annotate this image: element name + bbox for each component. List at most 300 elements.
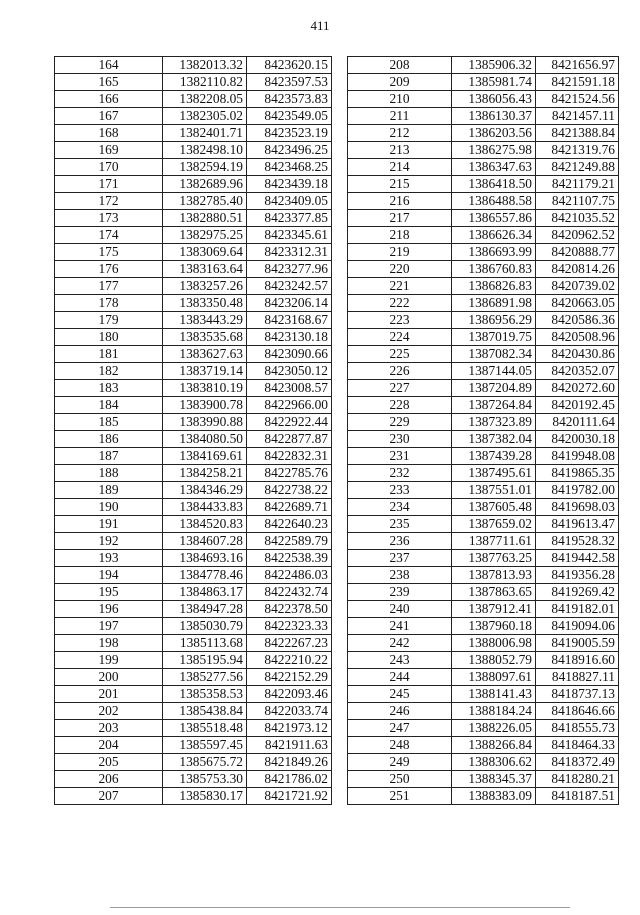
table-row [55, 635, 332, 652]
table-row [55, 346, 332, 363]
y-coordinate-cell: 8423439.18 [247, 176, 332, 193]
table-row [55, 788, 332, 805]
table-row [55, 754, 332, 771]
table-row [55, 57, 332, 74]
table-row [55, 244, 332, 261]
table-row [348, 159, 619, 176]
point-number-cell: 185 [55, 414, 163, 431]
table-row [55, 142, 332, 159]
x-coordinate-cell: 1388006.98 [452, 635, 536, 652]
y-coordinate-cell: 8418916.60 [536, 652, 619, 669]
x-coordinate-cell: 1382975.25 [163, 227, 247, 244]
point-number-cell: 228 [348, 397, 452, 414]
x-coordinate-cell: 1388306.62 [452, 754, 536, 771]
table-row [55, 125, 332, 142]
y-coordinate-cell: 8422785.76 [247, 465, 332, 482]
point-number-cell: 232 [348, 465, 452, 482]
table-row [348, 601, 619, 618]
table-row [55, 363, 332, 380]
point-number-cell: 226 [348, 363, 452, 380]
point-number-cell: 180 [55, 329, 163, 346]
table-row [348, 618, 619, 635]
x-coordinate-cell: 1385830.17 [163, 788, 247, 805]
table-row [348, 346, 619, 363]
x-coordinate-cell: 1386693.99 [452, 244, 536, 261]
y-coordinate-cell: 8422877.87 [247, 431, 332, 448]
x-coordinate-cell: 1386130.37 [452, 108, 536, 125]
x-coordinate-cell: 1387495.61 [452, 465, 536, 482]
y-coordinate-cell: 8419865.35 [536, 465, 619, 482]
y-coordinate-cell: 8419613.47 [536, 516, 619, 533]
point-number-cell: 167 [55, 108, 163, 125]
y-coordinate-cell: 8423345.61 [247, 227, 332, 244]
x-coordinate-cell: 1384947.28 [163, 601, 247, 618]
y-coordinate-cell: 8423496.25 [247, 142, 332, 159]
table-row [348, 771, 619, 788]
y-coordinate-cell: 8422832.31 [247, 448, 332, 465]
table-row [55, 686, 332, 703]
table-row [348, 176, 619, 193]
point-number-cell: 192 [55, 533, 163, 550]
x-coordinate-cell: 1387144.05 [452, 363, 536, 380]
y-coordinate-cell: 8422378.50 [247, 601, 332, 618]
x-coordinate-cell: 1383719.14 [163, 363, 247, 380]
x-coordinate-cell: 1384693.16 [163, 550, 247, 567]
y-coordinate-cell: 8421721.92 [247, 788, 332, 805]
y-coordinate-cell: 8418280.21 [536, 771, 619, 788]
x-coordinate-cell: 1387204.89 [452, 380, 536, 397]
x-coordinate-cell: 1386275.98 [452, 142, 536, 159]
y-coordinate-cell: 8421656.97 [536, 57, 619, 74]
table-row [55, 567, 332, 584]
table-row [55, 482, 332, 499]
table-row [348, 397, 619, 414]
table-row [55, 193, 332, 210]
table-row [348, 516, 619, 533]
x-coordinate-cell: 1382498.10 [163, 142, 247, 159]
point-number-cell: 227 [348, 380, 452, 397]
y-coordinate-cell: 8418827.11 [536, 669, 619, 686]
y-coordinate-cell: 8420888.77 [536, 244, 619, 261]
table-row [55, 74, 332, 91]
y-coordinate-cell: 8419182.01 [536, 601, 619, 618]
point-number-cell: 201 [55, 686, 163, 703]
table-row [55, 448, 332, 465]
y-coordinate-cell: 8421179.21 [536, 176, 619, 193]
y-coordinate-cell: 8420430.86 [536, 346, 619, 363]
point-number-cell: 182 [55, 363, 163, 380]
point-number-cell: 173 [55, 210, 163, 227]
table-row [55, 618, 332, 635]
table-row [348, 635, 619, 652]
point-number-cell: 196 [55, 601, 163, 618]
y-coordinate-cell: 8418555.73 [536, 720, 619, 737]
y-coordinate-cell: 8420192.45 [536, 397, 619, 414]
point-number-cell: 214 [348, 159, 452, 176]
x-coordinate-cell: 1387439.28 [452, 448, 536, 465]
y-coordinate-cell: 8423277.96 [247, 261, 332, 278]
table-row [348, 91, 619, 108]
x-coordinate-cell: 1385277.56 [163, 669, 247, 686]
x-coordinate-cell: 1387960.18 [452, 618, 536, 635]
y-coordinate-cell: 8419782.00 [536, 482, 619, 499]
table-row [348, 584, 619, 601]
x-coordinate-cell: 1385675.72 [163, 754, 247, 771]
table-row [348, 686, 619, 703]
point-number-cell: 231 [348, 448, 452, 465]
x-coordinate-cell: 1384433.83 [163, 499, 247, 516]
y-coordinate-cell: 8423050.12 [247, 363, 332, 380]
x-coordinate-cell: 1388052.79 [452, 652, 536, 669]
x-coordinate-cell: 1386626.34 [452, 227, 536, 244]
point-number-cell: 248 [348, 737, 452, 754]
y-coordinate-cell: 8421524.56 [536, 91, 619, 108]
x-coordinate-cell: 1383443.29 [163, 312, 247, 329]
table-row [55, 550, 332, 567]
point-number-cell: 238 [348, 567, 452, 584]
table-row [55, 261, 332, 278]
point-number-cell: 208 [348, 57, 452, 74]
x-coordinate-cell: 1383257.26 [163, 278, 247, 295]
point-number-cell: 202 [55, 703, 163, 720]
table-row [348, 533, 619, 550]
point-number-cell: 230 [348, 431, 452, 448]
x-coordinate-cell: 1387382.04 [452, 431, 536, 448]
table-row [348, 720, 619, 737]
point-number-cell: 195 [55, 584, 163, 601]
x-coordinate-cell: 1385753.30 [163, 771, 247, 788]
x-coordinate-cell: 1387264.84 [452, 397, 536, 414]
y-coordinate-cell: 8420663.05 [536, 295, 619, 312]
point-number-cell: 229 [348, 414, 452, 431]
x-coordinate-cell: 1386347.63 [452, 159, 536, 176]
point-number-cell: 174 [55, 227, 163, 244]
x-coordinate-cell: 1385358.53 [163, 686, 247, 703]
y-coordinate-cell: 8422432.74 [247, 584, 332, 601]
point-number-cell: 225 [348, 346, 452, 363]
y-coordinate-cell: 8420508.96 [536, 329, 619, 346]
y-coordinate-cell: 8420739.02 [536, 278, 619, 295]
point-number-cell: 216 [348, 193, 452, 210]
y-coordinate-cell: 8419356.28 [536, 567, 619, 584]
table-row [348, 465, 619, 482]
table-row [348, 312, 619, 329]
point-number-cell: 172 [55, 193, 163, 210]
x-coordinate-cell: 1387019.75 [452, 329, 536, 346]
x-coordinate-cell: 1388345.37 [452, 771, 536, 788]
table-row [55, 601, 332, 618]
table-row [348, 295, 619, 312]
x-coordinate-cell: 1387813.93 [452, 567, 536, 584]
x-coordinate-cell: 1385906.32 [452, 57, 536, 74]
point-number-cell: 204 [55, 737, 163, 754]
table-row [55, 737, 332, 754]
x-coordinate-cell: 1387659.02 [452, 516, 536, 533]
y-coordinate-cell: 8423620.15 [247, 57, 332, 74]
x-coordinate-cell: 1386557.86 [452, 210, 536, 227]
point-number-cell: 247 [348, 720, 452, 737]
x-coordinate-cell: 1382880.51 [163, 210, 247, 227]
x-coordinate-cell: 1383350.48 [163, 295, 247, 312]
point-number-cell: 251 [348, 788, 452, 805]
x-coordinate-cell: 1386891.98 [452, 295, 536, 312]
x-coordinate-cell: 1386956.29 [452, 312, 536, 329]
table-row [348, 703, 619, 720]
coordinates-table-right [347, 56, 619, 805]
x-coordinate-cell: 1385981.74 [452, 74, 536, 91]
y-coordinate-cell: 8421786.02 [247, 771, 332, 788]
point-number-cell: 199 [55, 652, 163, 669]
y-coordinate-cell: 8419269.42 [536, 584, 619, 601]
point-number-cell: 234 [348, 499, 452, 516]
point-number-cell: 222 [348, 295, 452, 312]
y-coordinate-cell: 8419528.32 [536, 533, 619, 550]
y-coordinate-cell: 8420111.64 [536, 414, 619, 431]
point-number-cell: 200 [55, 669, 163, 686]
point-number-cell: 193 [55, 550, 163, 567]
table-row [55, 210, 332, 227]
point-number-cell: 177 [55, 278, 163, 295]
table-row [348, 652, 619, 669]
table-row [55, 431, 332, 448]
table-row [55, 159, 332, 176]
point-number-cell: 242 [348, 635, 452, 652]
point-number-cell: 188 [55, 465, 163, 482]
table-row [348, 210, 619, 227]
x-coordinate-cell: 1384346.29 [163, 482, 247, 499]
table-row [55, 278, 332, 295]
table-row [348, 567, 619, 584]
y-coordinate-cell: 8422922.44 [247, 414, 332, 431]
point-number-cell: 166 [55, 91, 163, 108]
point-number-cell: 218 [348, 227, 452, 244]
y-coordinate-cell: 8422093.46 [247, 686, 332, 703]
point-number-cell: 233 [348, 482, 452, 499]
x-coordinate-cell: 1385518.48 [163, 720, 247, 737]
table-row [348, 482, 619, 499]
y-coordinate-cell: 8420352.07 [536, 363, 619, 380]
x-coordinate-cell: 1382689.96 [163, 176, 247, 193]
y-coordinate-cell: 8418464.33 [536, 737, 619, 754]
table-row [55, 533, 332, 550]
bottom-rule [110, 907, 570, 908]
table-row [348, 244, 619, 261]
y-coordinate-cell: 8418737.13 [536, 686, 619, 703]
point-number-cell: 171 [55, 176, 163, 193]
point-number-cell: 241 [348, 618, 452, 635]
y-coordinate-cell: 8420030.18 [536, 431, 619, 448]
point-number-cell: 249 [348, 754, 452, 771]
y-coordinate-cell: 8423409.05 [247, 193, 332, 210]
x-coordinate-cell: 1382401.71 [163, 125, 247, 142]
x-coordinate-cell: 1384080.50 [163, 431, 247, 448]
y-coordinate-cell: 8421973.12 [247, 720, 332, 737]
table-row [55, 771, 332, 788]
point-number-cell: 212 [348, 125, 452, 142]
point-number-cell: 164 [55, 57, 163, 74]
y-coordinate-cell: 8421319.76 [536, 142, 619, 159]
y-coordinate-cell: 8423377.85 [247, 210, 332, 227]
table-row [55, 516, 332, 533]
point-number-cell: 219 [348, 244, 452, 261]
y-coordinate-cell: 8421849.26 [247, 754, 332, 771]
point-number-cell: 170 [55, 159, 163, 176]
x-coordinate-cell: 1383810.19 [163, 380, 247, 397]
table-row [348, 380, 619, 397]
point-number-cell: 176 [55, 261, 163, 278]
y-coordinate-cell: 8423468.25 [247, 159, 332, 176]
table-row [348, 193, 619, 210]
y-coordinate-cell: 8422033.74 [247, 703, 332, 720]
point-number-cell: 235 [348, 516, 452, 533]
point-number-cell: 250 [348, 771, 452, 788]
point-number-cell: 189 [55, 482, 163, 499]
x-coordinate-cell: 1388266.84 [452, 737, 536, 754]
x-coordinate-cell: 1386203.56 [452, 125, 536, 142]
y-coordinate-cell: 8423206.14 [247, 295, 332, 312]
y-coordinate-cell: 8422738.22 [247, 482, 332, 499]
y-coordinate-cell: 8422323.33 [247, 618, 332, 635]
x-coordinate-cell: 1387605.48 [452, 499, 536, 516]
y-coordinate-cell: 8423090.66 [247, 346, 332, 363]
table-row [55, 720, 332, 737]
point-number-cell: 246 [348, 703, 452, 720]
point-number-cell: 211 [348, 108, 452, 125]
point-number-cell: 206 [55, 771, 163, 788]
point-number-cell: 237 [348, 550, 452, 567]
x-coordinate-cell: 1388226.05 [452, 720, 536, 737]
table-row [348, 74, 619, 91]
y-coordinate-cell: 8423130.18 [247, 329, 332, 346]
point-number-cell: 243 [348, 652, 452, 669]
coordinates-table-left [54, 56, 332, 805]
y-coordinate-cell: 8422966.00 [247, 397, 332, 414]
table-row [55, 108, 332, 125]
table-row [348, 125, 619, 142]
point-number-cell: 240 [348, 601, 452, 618]
x-coordinate-cell: 1387323.89 [452, 414, 536, 431]
x-coordinate-cell: 1384169.61 [163, 448, 247, 465]
y-coordinate-cell: 8419948.08 [536, 448, 619, 465]
x-coordinate-cell: 1384520.83 [163, 516, 247, 533]
y-coordinate-cell: 8423242.57 [247, 278, 332, 295]
x-coordinate-cell: 1388184.24 [452, 703, 536, 720]
point-number-cell: 183 [55, 380, 163, 397]
y-coordinate-cell: 8421911.63 [247, 737, 332, 754]
table-row [55, 91, 332, 108]
x-coordinate-cell: 1383900.78 [163, 397, 247, 414]
x-coordinate-cell: 1386760.83 [452, 261, 536, 278]
x-coordinate-cell: 1387912.41 [452, 601, 536, 618]
point-number-cell: 187 [55, 448, 163, 465]
table-row [55, 329, 332, 346]
table-row [55, 414, 332, 431]
x-coordinate-cell: 1383163.64 [163, 261, 247, 278]
point-number-cell: 205 [55, 754, 163, 771]
point-number-cell: 224 [348, 329, 452, 346]
point-number-cell: 203 [55, 720, 163, 737]
x-coordinate-cell: 1386418.50 [452, 176, 536, 193]
point-number-cell: 215 [348, 176, 452, 193]
y-coordinate-cell: 8418646.66 [536, 703, 619, 720]
point-number-cell: 165 [55, 74, 163, 91]
point-number-cell: 209 [348, 74, 452, 91]
point-number-cell: 210 [348, 91, 452, 108]
point-number-cell: 191 [55, 516, 163, 533]
x-coordinate-cell: 1385597.45 [163, 737, 247, 754]
point-number-cell: 168 [55, 125, 163, 142]
table-row [348, 227, 619, 244]
x-coordinate-cell: 1385030.79 [163, 618, 247, 635]
x-coordinate-cell: 1382013.32 [163, 57, 247, 74]
y-coordinate-cell: 8418372.49 [536, 754, 619, 771]
y-coordinate-cell: 8421591.18 [536, 74, 619, 91]
table-row [55, 312, 332, 329]
y-coordinate-cell: 8419698.03 [536, 499, 619, 516]
x-coordinate-cell: 1383990.88 [163, 414, 247, 431]
x-coordinate-cell: 1387082.34 [452, 346, 536, 363]
y-coordinate-cell: 8421457.11 [536, 108, 619, 125]
y-coordinate-cell: 8423312.31 [247, 244, 332, 261]
x-coordinate-cell: 1387551.01 [452, 482, 536, 499]
point-number-cell: 178 [55, 295, 163, 312]
y-coordinate-cell: 8423168.67 [247, 312, 332, 329]
x-coordinate-cell: 1386826.83 [452, 278, 536, 295]
table-row [55, 227, 332, 244]
table-row [348, 431, 619, 448]
table-row [348, 788, 619, 805]
y-coordinate-cell: 8422486.03 [247, 567, 332, 584]
table-row [348, 329, 619, 346]
table-row [55, 397, 332, 414]
table-row [348, 142, 619, 159]
y-coordinate-cell: 8419442.58 [536, 550, 619, 567]
point-number-cell: 181 [55, 346, 163, 363]
point-number-cell: 179 [55, 312, 163, 329]
table-row [55, 380, 332, 397]
table-row [348, 550, 619, 567]
x-coordinate-cell: 1383627.63 [163, 346, 247, 363]
table-row [348, 754, 619, 771]
y-coordinate-cell: 8423573.83 [247, 91, 332, 108]
x-coordinate-cell: 1382305.02 [163, 108, 247, 125]
y-coordinate-cell: 8420272.60 [536, 380, 619, 397]
x-coordinate-cell: 1387763.25 [452, 550, 536, 567]
x-coordinate-cell: 1382208.05 [163, 91, 247, 108]
x-coordinate-cell: 1388097.61 [452, 669, 536, 686]
table-row [348, 499, 619, 516]
table-row [55, 703, 332, 720]
point-number-cell: 244 [348, 669, 452, 686]
point-number-cell: 198 [55, 635, 163, 652]
point-number-cell: 239 [348, 584, 452, 601]
table-row [348, 414, 619, 431]
table-row [348, 669, 619, 686]
table-row [348, 261, 619, 278]
x-coordinate-cell: 1383069.64 [163, 244, 247, 261]
x-coordinate-cell: 1388383.09 [452, 788, 536, 805]
x-coordinate-cell: 1388141.43 [452, 686, 536, 703]
table-row [348, 448, 619, 465]
y-coordinate-cell: 8419094.06 [536, 618, 619, 635]
y-coordinate-cell: 8422689.71 [247, 499, 332, 516]
x-coordinate-cell: 1382110.82 [163, 74, 247, 91]
y-coordinate-cell: 8419005.59 [536, 635, 619, 652]
y-coordinate-cell: 8421388.84 [536, 125, 619, 142]
point-number-cell: 220 [348, 261, 452, 278]
x-coordinate-cell: 1384607.28 [163, 533, 247, 550]
point-number-cell: 175 [55, 244, 163, 261]
